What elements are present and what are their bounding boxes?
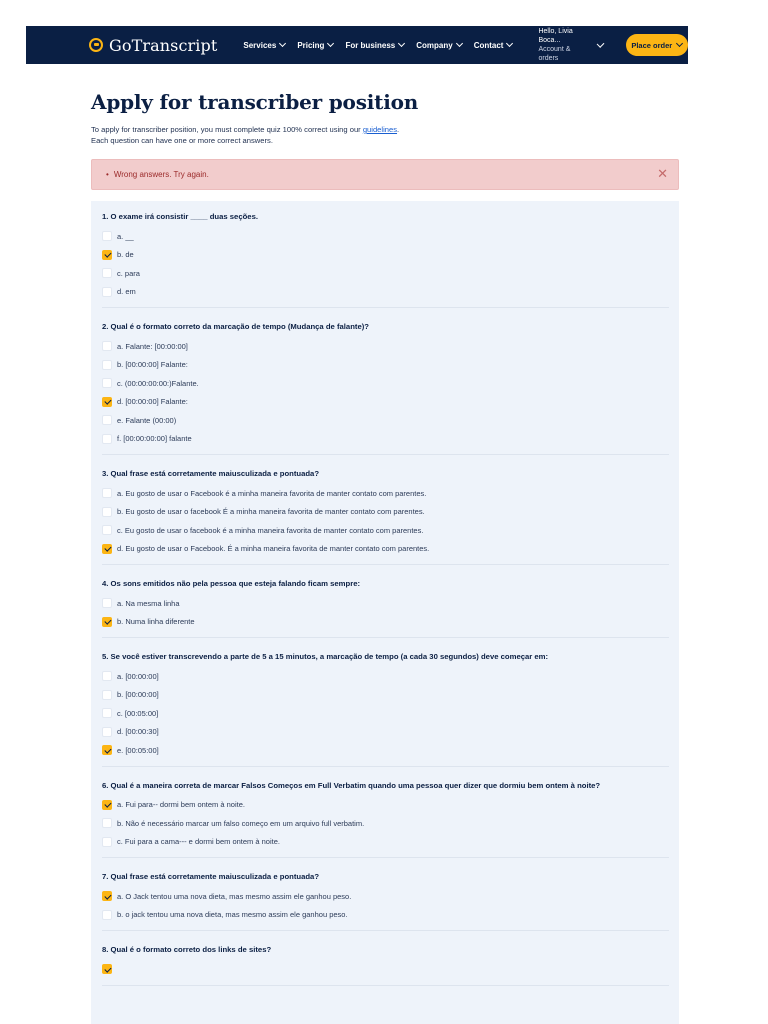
answer-label: b. [00:00:00] [117,690,159,700]
account-menu[interactable] [538,27,603,63]
checkbox[interactable] [102,415,112,425]
answer-label: b. Eu gosto de usar o facebook É a minha maneira favorita de manter contato com parentes. [117,507,425,517]
quiz-question [102,871,669,931]
answer-label: f. [00:00:00:00] falante [117,434,192,444]
nav-item-label: Company [416,40,453,50]
intro-text [91,124,679,146]
answer-label: c. Fui para a cama--- e dormi bem ontem à noite. [117,837,280,847]
answer-label: d. em [117,287,136,297]
answer-option[interactable] [102,704,669,723]
chevron-down-icon [506,40,513,47]
answer-option[interactable] [102,796,669,815]
checkbox-checked[interactable] [102,800,112,810]
main-content [91,90,679,1024]
answer-option[interactable] [102,337,669,356]
chevron-down-icon [597,40,605,48]
answer-option[interactable] [102,484,669,503]
nav-item-services[interactable] [243,41,285,50]
answer-option[interactable] [102,246,669,265]
answer-label: b. [00:00:00] Falante: [117,360,188,370]
checkbox[interactable] [102,378,112,388]
answer-label: c. Eu gosto de usar o facebook é a minha maneira favorita de manter contato com parentes. [117,525,424,535]
answer-label: a. Fui para-- dormi bem ontem à noite. [117,800,245,810]
page-title: Apply for transcriber position [91,90,419,114]
chevron-down-icon [398,40,405,47]
checkbox-checked[interactable] [102,745,112,755]
answer-option[interactable] [102,521,669,540]
chevron-down-icon [327,40,334,47]
checkbox[interactable] [102,360,112,370]
quiz-panel [91,201,679,1024]
nav-item-label: Services [243,40,277,50]
quiz-question [102,578,669,638]
checkbox[interactable] [102,818,112,828]
answer-option[interactable] [102,833,669,852]
answer-option[interactable] [102,686,669,705]
logo[interactable] [89,36,217,55]
answer-option[interactable] [102,887,669,906]
answer-label: a. [00:00:00] [117,671,159,681]
answer-option[interactable] [102,613,669,632]
error-alert [91,159,679,190]
checkbox[interactable] [102,708,112,718]
question-title: 1. O exame irá consistir ____ duas seções. [102,212,258,221]
guidelines-link[interactable]: guidelines [362,125,398,134]
question-title: 7. Qual frase está corretamente maiusculizada e pontuada? [102,872,320,881]
checkbox[interactable] [102,690,112,700]
answer-label: a. Na mesma linha [117,598,180,608]
checkbox[interactable] [102,525,112,535]
nav-item-pricing[interactable] [297,41,333,50]
question-title: 2. Qual é o formato correto da marcação de tempo (Mudança de falante)? [102,322,369,331]
account-subtitle: Account & orders [538,46,571,62]
answer-option[interactable] [102,227,669,246]
logo-text: GoTranscript [109,35,218,55]
answer-label: d. Eu gosto de usar o Facebook. É a minha maneira favorita de manter contato com parentes. [117,544,430,554]
answer-label: e. [00:05:00] [117,745,159,755]
checkbox-checked[interactable] [102,397,112,407]
quiz-question [102,944,669,986]
checkbox-checked[interactable] [102,544,112,554]
alert-message: • Wrong answers. Try again. [106,170,209,179]
checkbox-checked[interactable] [102,617,112,627]
checkbox[interactable] [102,910,112,920]
answer-label: e. Falante (00:00) [117,415,177,425]
answer-option[interactable] [102,741,669,760]
answer-option[interactable] [102,393,669,412]
chevron-down-icon [456,40,463,47]
nav-item-company[interactable] [416,41,461,50]
checkbox-checked[interactable] [102,891,112,901]
answer-option[interactable] [102,374,669,393]
quiz-question [102,321,669,455]
checkbox[interactable] [102,507,112,517]
answer-label: c. (00:00:00:00:)Falante. [117,378,199,388]
answer-label: d. [00:00:30] [117,727,159,737]
answer-label: c. para [117,268,140,278]
checkbox[interactable] [102,837,112,847]
main-nav [243,41,524,50]
answer-option[interactable] [102,667,669,686]
answer-option[interactable] [102,283,669,302]
question-title: 4. Os sons emitidos não pela pessoa que esteja falando ficam sempre: [102,579,361,588]
nav-item-for-business[interactable] [345,41,404,50]
answer-option[interactable] [102,356,669,375]
answer-option[interactable] [102,503,669,522]
answer-option[interactable] [102,264,669,283]
answer-label: b. de [117,250,134,260]
answer-label: a. O Jack tentou uma nova dieta, mas mesmo assim ele ganhou peso. [117,891,352,901]
answer-label: a. __ [117,231,134,241]
checkbox-checked[interactable] [102,964,112,974]
place-order-button[interactable] [626,34,688,56]
checkbox[interactable] [102,231,112,241]
nav-item-label: Pricing [297,40,325,50]
top-navbar [26,26,688,64]
checkbox[interactable] [102,434,112,444]
nav-item-contact[interactable] [474,41,513,50]
checkbox-checked[interactable] [102,250,112,260]
answer-option[interactable] [102,723,669,742]
account-greeting: Hello, Livia Boca... [538,28,573,44]
answer-option[interactable] [102,906,669,925]
checkbox[interactable] [102,341,112,351]
answer-label: b. Não é necessário marcar um falso começo em um arquivo full verbatim. [117,818,365,828]
checkbox[interactable] [102,488,112,498]
answer-option[interactable] [102,814,669,833]
intro-text-part: To apply for transcriber position, you must complete quiz 100% correct using our [91,125,363,134]
answer-label: a. Falante: [00:00:00] [117,341,188,351]
intro-text-part: . [397,125,400,134]
answer-option[interactable] [102,540,669,559]
logo-icon [89,38,103,52]
answer-label: b. Numa linha diferente [117,617,195,627]
question-title: 3. Qual frase está corretamente maiusculizada e pontuada? [102,469,320,478]
checkbox[interactable] [102,671,112,681]
intro-text-line2: Each question can have one or more correct answers. [91,136,273,145]
answer-label: b. o jack tentou uma nova dieta, mas mesmo assim ele ganhou peso. [117,910,348,920]
answer-label: d. [00:00:00] Falante: [117,397,188,407]
close-icon[interactable]: ✕ [657,166,668,181]
quiz-question [102,211,669,308]
answer-option[interactable] [102,960,669,979]
checkbox[interactable] [102,268,112,278]
nav-item-label: For business [345,40,396,50]
checkbox[interactable] [102,287,112,297]
quiz-question [102,651,669,767]
place-order-label: Place order [631,40,673,50]
question-title: 5. Se você estiver transcrevendo a parte de 5 a 15 minutos, a marcação de tempo (a cada 30 segundos) deve começar em: [102,652,549,661]
answer-label: a. Eu gosto de usar o Facebook é a minha maneira favorita de manter contato com parentes. [117,488,427,498]
answer-option[interactable] [102,594,669,613]
question-title: 6. Qual é a maneira correta de marcar Falsos Começos em Full Verbatim quando uma pessoa quer dizer que dormiu bem ontem à noite? [102,780,601,790]
checkbox[interactable] [102,727,112,737]
quiz-question [102,468,669,565]
answer-option[interactable] [102,411,669,430]
answer-label: c. [00:05:00] [117,708,159,718]
nav-item-label: Contact [473,40,504,50]
chevron-down-icon [279,40,286,47]
chevron-down-icon [676,40,683,47]
quiz-question [102,780,669,859]
question-title: 8. Qual é o formato correto dos links de sites? [102,945,272,954]
checkbox[interactable] [102,598,112,608]
answer-option[interactable] [102,430,669,449]
